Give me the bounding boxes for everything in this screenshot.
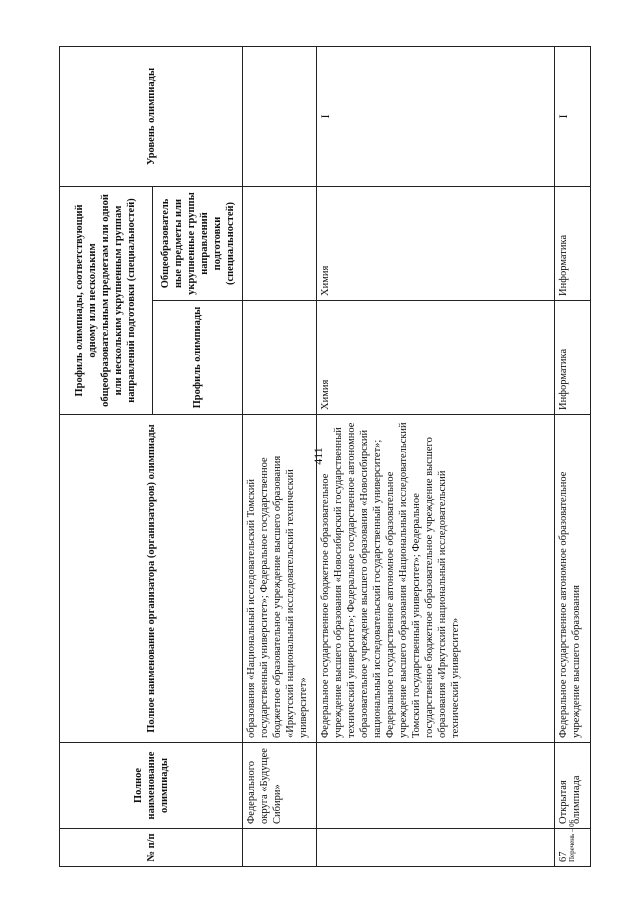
cell-name: Открытая олимпиада xyxy=(555,743,591,829)
cell-num xyxy=(317,829,555,867)
cell-profile xyxy=(243,301,317,415)
rotated-table-wrapper xyxy=(59,47,591,867)
cell-org: Федеральное государственное автономное образовательное учреждение высшего образования xyxy=(555,415,591,743)
table-row xyxy=(317,47,555,867)
cell-num xyxy=(243,829,317,867)
cell-num: 67 xyxy=(555,829,591,867)
cell-profile: Химия xyxy=(317,301,555,415)
cell-profile: Информатика xyxy=(555,301,591,415)
cell-subjects: Химия xyxy=(317,187,555,301)
cell-org: Федеральное государственное бюджетное образовательное учреждение высшего образования «Новосибирский государственный технический университет»; Федеральное государственное автономное образовательное учреждение высшего образования «Новосибирский национальный исследовательский государственный университет»; Федеральное государственное автономное образовательное учреждение высшего образования «Национальный исследовательский Томский государственный университет»; Федеральное государственное бюджетное образовательное учреждение высшего образования «Иркутский национальный исследовательский технический университет» xyxy=(317,415,555,743)
header-profile-group: Профиль олимпиады, соответствующий одному или нескольким общеобразовательным предметам или одной или нескольким укрупненным группам направлений подготовки (специальностей) xyxy=(60,187,153,415)
cell-name xyxy=(317,743,555,829)
page-number: 411 xyxy=(311,447,325,465)
cell-level: I xyxy=(555,47,591,187)
footer-note: Перечень – 06 xyxy=(568,819,576,862)
header-org: Полное наименование организатора (организаторов) олимпиады xyxy=(60,415,243,743)
cell-subjects xyxy=(243,187,317,301)
cell-org: образования «Национальный исследовательский Томский государственный университет»; Федеральное государственное бюджетное образовательное учреждение высшего образования «Иркутский национальный исследовательский технический университет» xyxy=(243,415,317,743)
cell-level xyxy=(243,47,317,187)
cell-level: I xyxy=(317,47,555,187)
cell-name: Федерального округа «Будущее Сибири» xyxy=(243,743,317,829)
header-name: Полное наименование олимпиады xyxy=(60,743,243,829)
olympiad-table xyxy=(59,46,591,867)
header-row-top xyxy=(60,47,153,867)
header-num: № п/п xyxy=(60,829,243,867)
header-subjects: Общеобразователь ные предметы или укрупненные группы направлений подготовки (специальностей) xyxy=(152,187,243,301)
table-row xyxy=(243,47,317,867)
header-level: Уровень олимпиады xyxy=(60,47,243,187)
cell-subjects: Информатика xyxy=(555,187,591,301)
table-row xyxy=(555,47,591,867)
header-profile: Профиль олимпиады xyxy=(152,301,243,415)
